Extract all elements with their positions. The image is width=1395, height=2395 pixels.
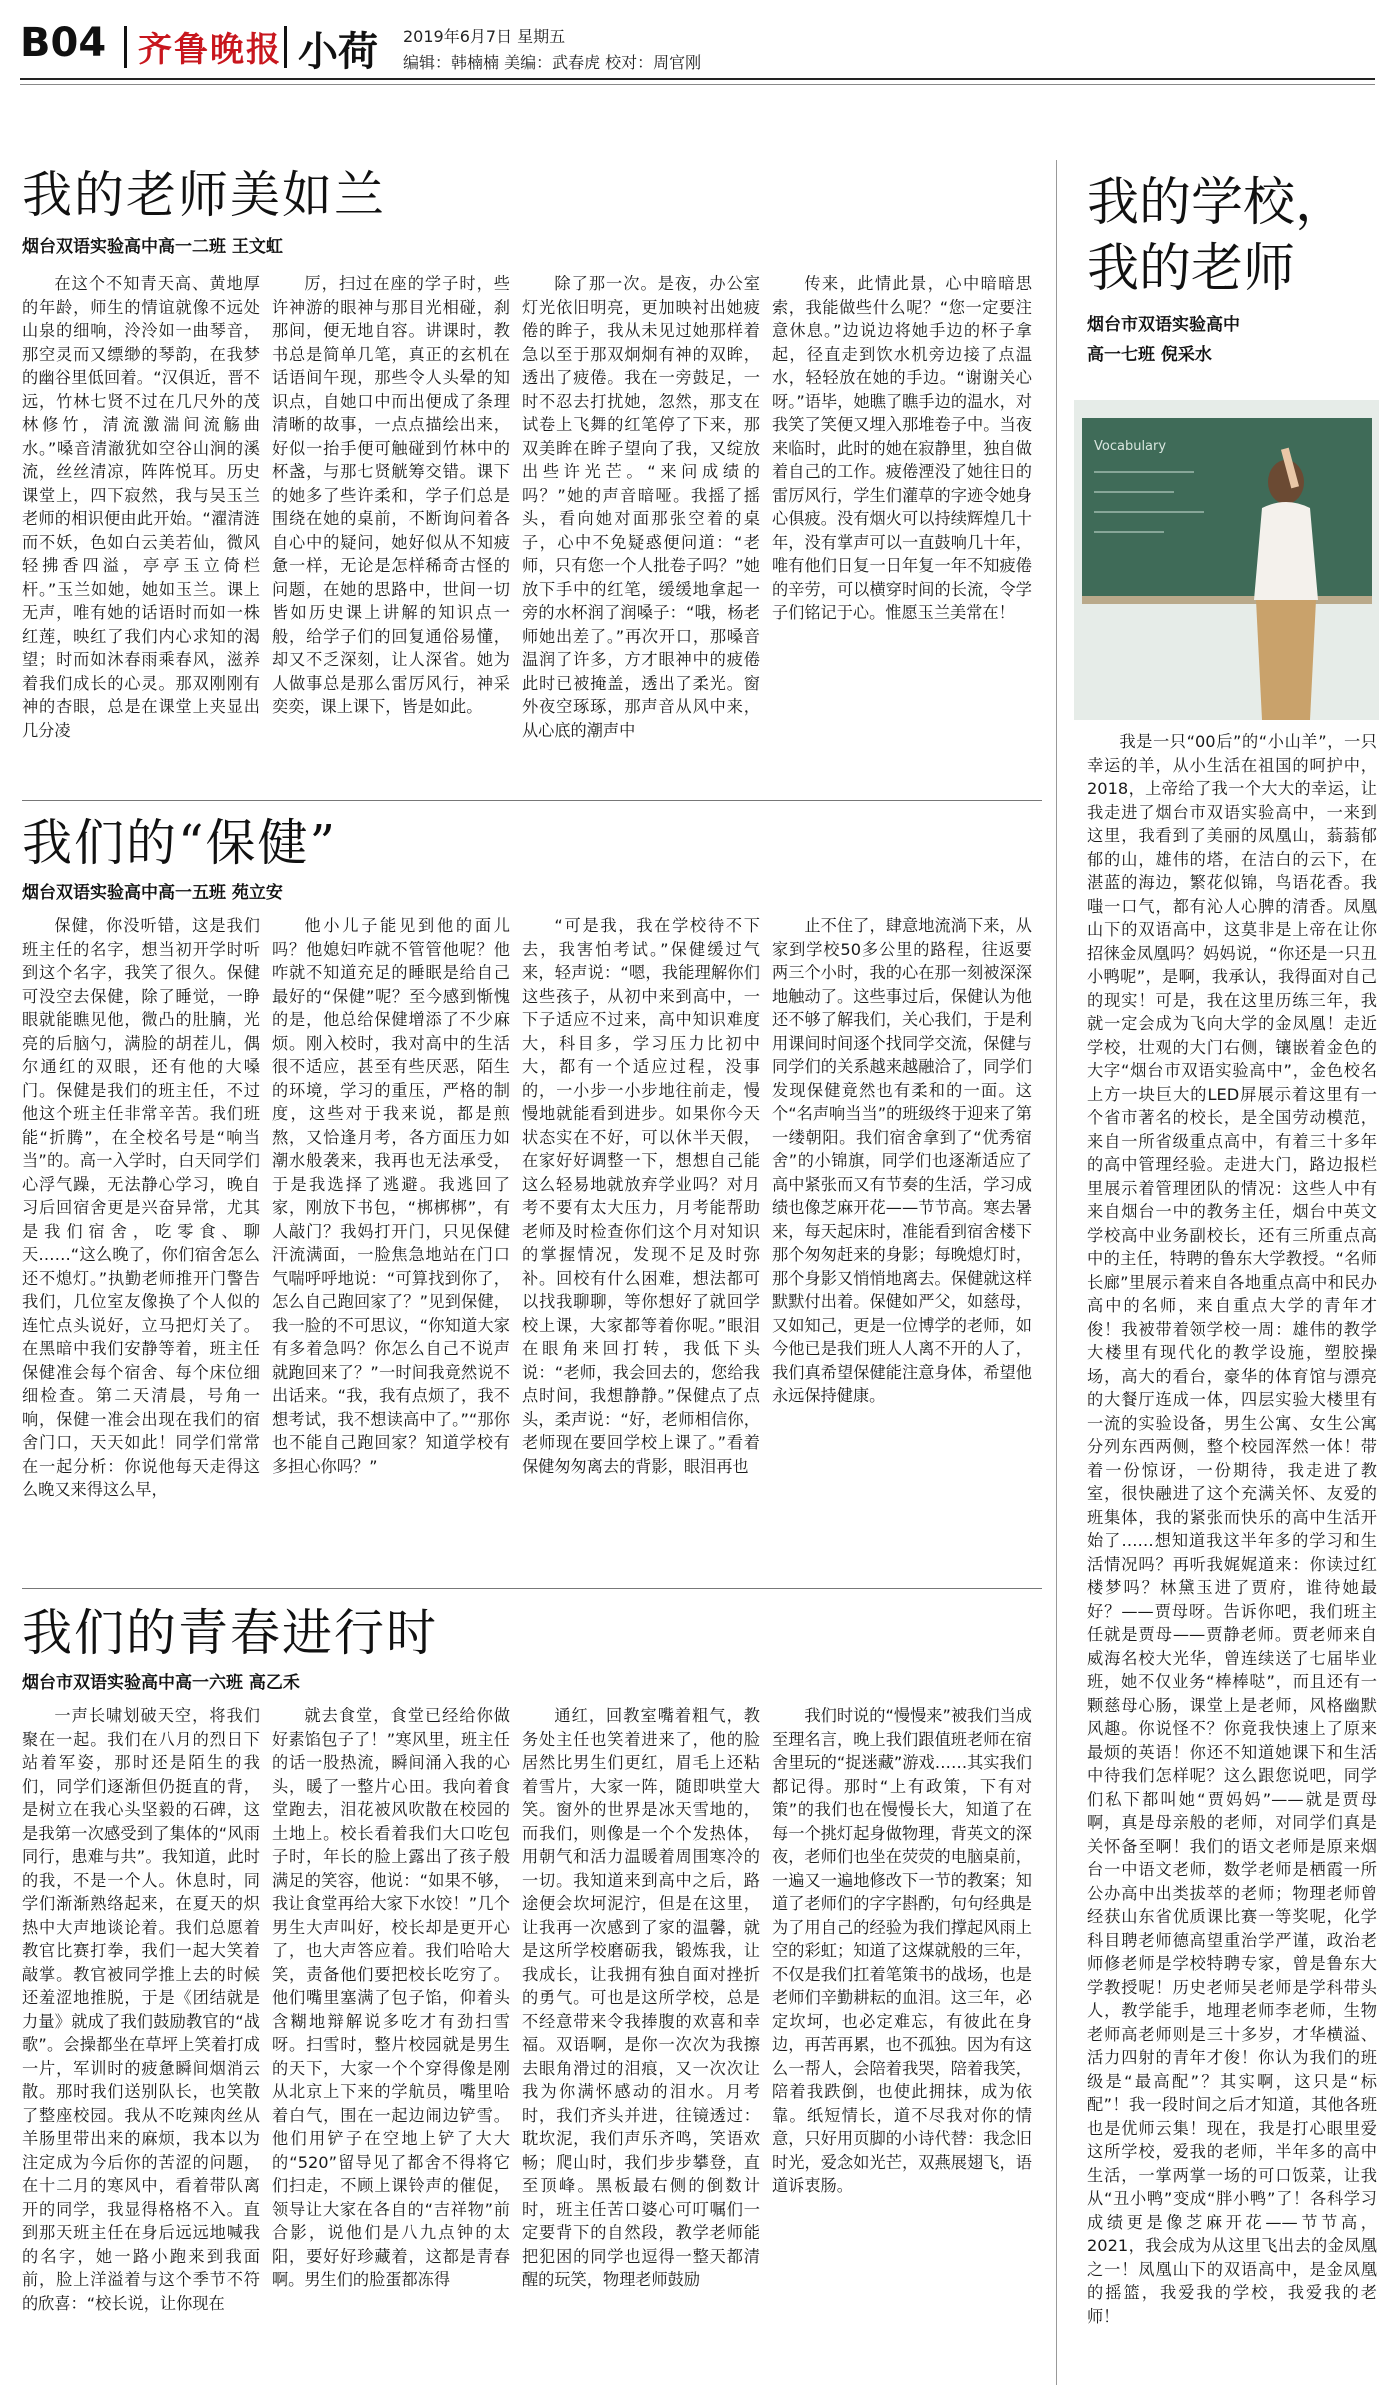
newspaper-logo: 齐鲁晚报 xyxy=(138,30,282,70)
section-name: 小荷 xyxy=(298,29,378,75)
article-title: 我们的“保健” xyxy=(22,814,338,872)
article-byline: 烟台双语实验高中高一五班 苑立安 xyxy=(22,883,283,903)
column-divider xyxy=(1056,160,1057,2385)
article-column: 就去食堂，食堂已经给你做好素馅包子了！”寒风里，班主任的话一股热流，瞬间涌入我的心头，暖了一整片心田。我向着食堂跑去，泪花被风吹散在校园的土地上。校长看着我们大口吃包子时，年长的脸上露出了孩子般满足的笑容，他说：“如果不够，我让食堂再给大家下水饺！”几个男生大声叫好，校长却是更开心了，也大声答应着。我们哈哈大笑，责备他们要把校长吃穷了。他们嘴里塞满了包子馅，仰着头含糊地辩解说多吃才有劲扫雪呀。扫雪时，整片校园就是男生的天下，大家一个个穿得像是刚从北京上下来的学航员，嘴里哈着白气，围在一起边闹边铲雪。他们用铲子在空地上铲了大大的“520”留导见了都舍不得将它们扫走，不顾上课铃声的催促，领导让大家在各自的“吉祥物”前合影，说他们是八九点钟的太阳，要好好珍藏着，这都是青春啊。男生们的脸蛋都冻得 xyxy=(272,1706,510,2289)
article-column: 一声长啸划破天空，将我们聚在一起。我们在八月的烈日下站着军姿，那时还是陌生的我们，同学们逐渐但仍挺直的背，是树立在我心头坚毅的石碑，这是我第一次感受到了集体的“风雨同行，患难与共”。我知道，此时的我，不是一个人。休息时，同学们渐渐熟络起来，在夏天的炽热中大声地谈论着。我们总愿着教官比赛打拳，我们一起大笑着敲掌。教官被同学推上去的时候还羞涩地推脱，于是《团结就是力量》就成了我们鼓励教官的“战歌”。会操都坐在草坪上笑着打成一片，军训时的疲惫瞬间烟消云散。那时我们送别队长，也笑散了整座校园。我从不吃辣肉丝从羊肠里带出来的麻烦，我本以为注定成为今后你的苦涩的问题，在十二月的寒风中，看着带队离开的同学，我显得格格不入。直到那天班主任在身后远远地喊我的名字，她一路小跑来到我面前，脸上洋溢着与这个季节不符的欣喜：“校长说，让你现在 xyxy=(22,1706,260,2313)
article-column: 保健，你没听错，这是我们班主任的名字，想当初开学时听到这个名字，我笑了很久。保健可没空去保健，除了睡觉，一睁眼就能瞧见他，微凸的肚腩，光亮的后脑勺，满脸的胡茬儿，偶尔通红的双眼，还有他的大嗓门。保健是我们的班主任，不过他这个班主任非常辛苦。我们班能“折腾”，在全校名号是“响当当”的。高一入学时，白天同学们心浮气躁，无法静心学习，晚自习后回宿舍更是兴奋异常，尤其是我们宿舍，吃零食、聊天……“这么晚了，你们宿舍怎么还不熄灯。”执勤老师推开门警告我们，几位室友像换了个人似的连忙点头说好，立马把灯关了。在黑暗中我们安静等着，班主任保健准会每个宿舍、每个床位细细检查。第二天清晨，号角一响，保健一准会出现在我们的宿舍门口，天天如此！同学们常常在一起分析：你说他每天走得这么晚又来得这么早， xyxy=(22,916,260,1499)
section-divider xyxy=(22,1588,1042,1589)
article-column: 我们时说的“慢慢来”被我们当成至理名言，晚上我们跟值班老师在宿舍里玩的“捉迷藏”游戏……其实我们都记得。那时“上有政策，下有对策”的我们也在慢慢长大，知道了在每一个挑灯起身做物理，背英文的深夜，老师们也坐在荧荧的电脑桌前，一遍又一遍地修改下一节的教案；知道了老师们的字字斟酌，句句经典是为了用自己的经验为我们撑起风雨上空的彩虹；知道了这煤就般的三年，不仅是我们扛着笔策书的战场，也是老师们辛勤耕耘的血泪。这三年，必定坎坷，也必定难忘，有彼此在身边，再苦再累，也不孤独。因为有这么一帮人，会陪着我哭，陪着我笑，陪着我跌倒，也使此拥抹，成为依靠。纸短情长，道不尽我对你的情意，只好用页脚的小诗代替：我念旧时光，爱念如光芒，双燕展翅飞，语道诉衷肠。 xyxy=(772,1706,1032,2195)
masthead-divider xyxy=(284,26,287,68)
article-column: 传来，此情此景，心中暗暗思索，我能做些什么呢？“您一定要注意休息。”边说边将她手边的杯子拿起，径直走到饮水机旁边接了点温水，轻轻放在她的手边。“谢谢关心呀。”语毕，她瞧了瞧手边的温水，对我笑了笑便又埋入那堆卷子中。当夜来临时，此时的她在寂静里，独自做着自己的工作。疲倦湮没了她往日的雷厉风行，学生们灌草的字迹令她身心俱疲。没有烟火可以持续辉煌几十年，没有掌声可以一直鼓响几十年，唯有他们日复一日年复一年不知疲倦的辛劳，可以横穿时间的长流，令学子们铭记于心。惟愿玉兰美常在！ xyxy=(772,274,1032,622)
article-column: “可是我，我在学校待不下去，我害怕考试。”保健缓过气来，轻声说：“嗯，我能理解你们这些孩子，从初中来到高中，一下子适应不过来，高中知识难度大，科目多，学习压力比初中大，都有一个适应过程，没事的，一小步一小步地往前走，慢慢地就能看到进步。如果你今天状态实在不好，可以休半天假，在家好好调整一下，想想自己能这么轻易地就放弃学业吗？对月考不要有太大压力，月考能帮助老师及时检查你们这个月对知识的掌握情况，发现不足及时弥补。回校有什么困难，想法都可以找我聊聊，等你想好了就回学校上课，大家都等着你呢。”眼泪在眼角来回打转，我低下头说：“老师，我会回去的，您给我点时间，我想静静。”保健点了点头，柔声说：“好，老师相信你，老师现在要回学校上课了。”看着保健匆匆离去的背影，眼泪再也 xyxy=(522,916,760,1476)
sidebar-title-line: 我的学校， xyxy=(1087,173,1348,233)
page-number: B04 xyxy=(20,20,107,66)
article-column: 除了那一次。是夜，办公室灯光依旧明亮，更加映衬出她疲倦的眸子，我从未见过她那样着急以至于那双炯炯有神的双眸，透出了疲倦。我在一旁鼓足，一时不忍去打扰她，忽然，那支在试卷上飞舞的红笔停了下来，那双美眸在眸子望向了我，又绽放出些许光芒。“来问成绩的吗？”她的声音暗哑。我摇了摇头，看向她对面那张空着的桌子，心中不免疑惑便问道：“老师，只有您一个人批卷子吗？”她放下手中的红笔，缓缓地拿起一旁的水杯润了润嗓子：“哦，杨老师她出差了。”再次开口，那嗓音温润了许多，方才眼神中的疲倦此时已被掩盖，透出了柔光。窗外夜空琢琢，那声音从风中来，从心底的潮声中 xyxy=(522,274,760,740)
article-byline: 烟台市双语实验高中高一六班 高乙禾 xyxy=(22,1673,300,1693)
article-column: 他小儿子能见到他的面儿吗？他媳妇咋就不管管他呢？他咋就不知道充足的睡眠是给自己最好的“保健”呢？至今感到惭愧的是，他总给保健增添了不少麻烦。刚入校时，我对高中的生活很不适应，甚至有些厌恶，陌生的环境，学习的重压，严格的制度，这些对于我来说，都是煎熬，又恰逢月考，各方面压力如潮水般袭来，我再也无法承受，于是我选择了逃避。我逃回了家，刚放下书包，“梆梆梆”，有人敲门？我妈打开门，只见保健汗流满面，一脸焦急地站在门口气喘呼呼地说：“可算找到你了，怎么自己跑回家了？”见到保健，我一脸的不可思议，“你知道大家有多着急吗？你怎么自己不说声就跑回来了？”一时间我竟然说不出话来。“我，我有点烦了，我不想考试，我不想读高中了。”“那你也不能自己跑回家？知道学校有多担心你吗？” xyxy=(272,916,510,1476)
chalkboard-writing: Vocabulary xyxy=(1094,439,1167,454)
article-byline: 烟台双语实验高中高一二班 王文虹 xyxy=(22,237,283,257)
article-title: 我的老师美如兰 xyxy=(22,166,386,224)
article-column: 通红，回教室嘴着粗气，教务处主任也笑着进来了，他的脸居然比男生们更红，眉毛上还粘着雪片，大家一阵，随即哄堂大笑。窗外的世界是冰天雪地的，而我们，则像是一个个发热体，用朝气和活力温暖着周围寒冷的一切。我知道来到高中之后，路途便会坎坷泥泞，但是在这里，让我再一次感到了家的温馨，就是这所学校磨砺我，锻炼我，让我成长，让我拥有独自面对挫折的勇气。可也是这所学校，总是不经意带来令我捧腹的欢喜和幸福。双语啊，是你一次次为我擦去眼角滑过的泪痕，又一次次让我为你满怀感动的泪水。月考时，我们齐头并进，往镜透过：耽坎泥，我们声乐齐鸣，笑语欢畅；爬山时，我们步步攀登，直至顶峰。黑板最右侧的倒数计时，班主任苦口婆心可叮嘱们一定要背下的自然段，教学老师能把犯困的同学也逗得一整天都清醒的玩笑，物理老师鼓励 xyxy=(522,1706,760,2289)
sidebar-article-title xyxy=(1087,170,1347,302)
header-rule xyxy=(20,84,1375,85)
masthead xyxy=(20,18,1375,80)
article-column: 厉，扫过在座的学子时，些许神游的眼神与那目光相碰，刹那间，便无地自容。讲课时，教书总是简单几笔，真正的玄机在话语间午现，那些令人头晕的知识点，自她口中而出便成了条理清晰的故事，一点点描绘出来，好似一抬手便可触碰到竹林中的杯盏，与那七贤觥筹交错。课下的她多了些许柔和，学子们总是围绕在她的桌前，不断询问着各自心中的疑问，她好似从不知疲惫一样，无论是怎样稀奇古怪的问题，在她的思路中，世间一切皆如历史课上讲解的知识点一般，给学子们的回复通俗易懂，却又不乏深刻，让人深省。她为人做事总是那么雷厉风行，神采奕奕，课上课下，皆是如此。 xyxy=(272,274,510,716)
article-column: 止不住了，肆意地流淌下来，从家到学校50多公里的路程，往返要两三个小时，我的心在那一刻被深深地触动了。这些事过后，保健认为他还不够了解我们，关心我们，于是利用课间时间逐个找同学交流，保健与同学们的关系越来越融洽了，同学们发现保健竟然也有柔和的一面。这个“名声响当当”的班级终于迎来了第一缕朝阳。我们宿舍拿到了“优秀宿舍”的小锦旗，同学们也逐渐适应了高中紧张而又有节奏的生活，学习成绩也像芝麻开花——节节高。寒去暑来，每天起床时，准能看到宿舍楼下那个匆匆赶来的身影；每晚熄灯时，那个身影又悄悄地离去。保健就这样默默付出着。保健如严父，如慈母，又如知己，更是一位博学的老师，如今他已是我们班人人离不开的人了，我们真希望保健能注意身体，希望他永远保持健康。 xyxy=(772,916,1032,1405)
section-divider xyxy=(22,800,1042,801)
teacher-chalkboard-photo xyxy=(1074,400,1379,720)
sidebar-title-line: 我的老师 xyxy=(1087,239,1296,299)
sidebar-article-body: 我是一只“00后”的“小山羊”，一只幸运的羊，从小生活在祖国的呵护中，2018，上帝给了我一个大大的幸运，让我走进了烟台市双语实验高中，一来到这里，我看到了美丽的凤凰山，蓊蓊郁郁的山，雄伟的塔，在洁白的云下，在湛蓝的海边，繁花似锦，鸟语花香。我嗤一口气，都有沁人心脾的清香。凤凰山下的双语高中，这莫非是上帝在让你招徕金凤凰吗？妈妈说，“你还是一只丑小鸭呢”，是啊，我承认，我得面对自己的现实！可是，我在这里历练三年，我就一定会成为飞向大学的金凤凰！走近学校，壮观的大门右侧，镶嵌着金色的大字“烟台市双语实验高中”，金色校名上方一块巨大的LED屏展示着这里有一个省市著名的校长，是全国劳动模范，来自一所省级重点高中，有着三十多年的高中管理经验。走进大门，路边报栏里展示着管理团队的情况：这些人中有来自烟台一中的教务主任，烟台中英文学校高中业务副校长，还有三所重点高中的主任，特聘的鲁东大学教授。“名师长廊”里展示着来自各地重点高中和民办高中的名师，来自重点大学的青年才俊！我被带着领学校一周：雄伟的教学大楼里有现代化的教学设施，塑胶操场，高大的看台，豪华的体育馆与漂亮的大餐厅连成一体，四层实验大楼里有一流的实验设备，男生公寓、女生公寓分列东西两侧，整个校园浑然一体！带着一份惊讶，一份期待，我走进了教室，很快融进了这个充满关怀、友爱的班集体，我的紧张而快乐的高中生活开始了……想知道我这半年多的学习和生活情况吗？再听我娓娓道来：你读过红楼梦吗？林黛玉进了贾府，谁待她最好？——贾母呀。告诉你吧，我们班主任就是贾母——贾静老师。贾老师来自威海名校大光华，曾连续送了七届毕业班，她不仅业务“棒棒哒”，而且还有一颗慈母心肠，课堂上是老师，风格幽默风趣。你说怪不？你竟我快速上了原来最烦的英语！你还不知道她课下和生活中待我们怎样呢？这么跟您说吧，同学们私下都叫她“贾妈妈”——就是贾母啊，真是母亲般的老师，对同学们真是关怀备至啊！我们的语文老师是原来烟台一中语文老师，数学老师是栖霞一所公办高中出类拔萃的老师；物理老师曾经获山东省优质课比赛一等奖呢，化学科目聘老师德高望重治学严谨，政治老师修老师是学校特聘专家，曾是鲁东大学教授呢！历史老师吴老师是学科带头人，教学能手，地理老师李老师，生物老师高老师则是三十多岁，才华横溢、活力四射的青年才俊！你认为我们的班级是“最高配”？其实啊，这只是“标配”！我一段时间之后才知道，其他各班也是优师云集！现在，我是打心眼里爱这所学校，爱我的老师，半年多的高中生活，一掌两掌一场的可口饭菜，让我从“丑小鸭”变成“胖小鸭”了！各科学习成绩更是像芝麻开花——节节高，2021，我会成为从这里飞出去的金凤凰之一！凤凰山下的双语高中，是金凤凰的摇篮，我爱我的学校，我爱我的老师！ xyxy=(1087,732,1377,2326)
editor-credits: 编辑：韩楠楠 美编：武春虎 校对：周官刚 xyxy=(403,53,702,72)
issue-date: 2019年6月7日 星期五 xyxy=(403,27,566,46)
article-column: 在这个不知青天高、黄地厚的年龄，师生的情谊就像不远处山泉的细响，泠泠如一曲琴音，那空灵而又缥缈的琴韵，在我梦的幽谷里低回着。“汉俱近，晋不远，竹林七贤不过在几尺外的茂林修竹，清流激湍间流觞曲水。”嗓音清澈犹如空谷山涧的溪流，丝丝清凉，阵阵悦耳。历史课堂上，四下寂然，我与吴玉兰老师的相识便由此开始。“濯清涟而不妖，色如白云美若仙，微风轻拂香四溢，亭亭玉立倚栏杆。”玉兰如她，她如玉兰。课上无声，唯有她的话语时而如一株红莲，映红了我们内心求知的渴望；时而如沐春雨乘春风，滋养着我们成长的心灵。那双刚刚有神的杏眼，总是在课堂上夹显出几分凌 xyxy=(22,274,260,740)
photo-illustration xyxy=(1074,400,1379,720)
article-title: 我们的青春进行时 xyxy=(22,1604,438,1662)
sidebar-byline: 烟台市双语实验高中 xyxy=(1087,315,1240,335)
sidebar-byline: 高一七班 倪采水 xyxy=(1087,345,1212,365)
masthead-divider xyxy=(124,26,127,68)
